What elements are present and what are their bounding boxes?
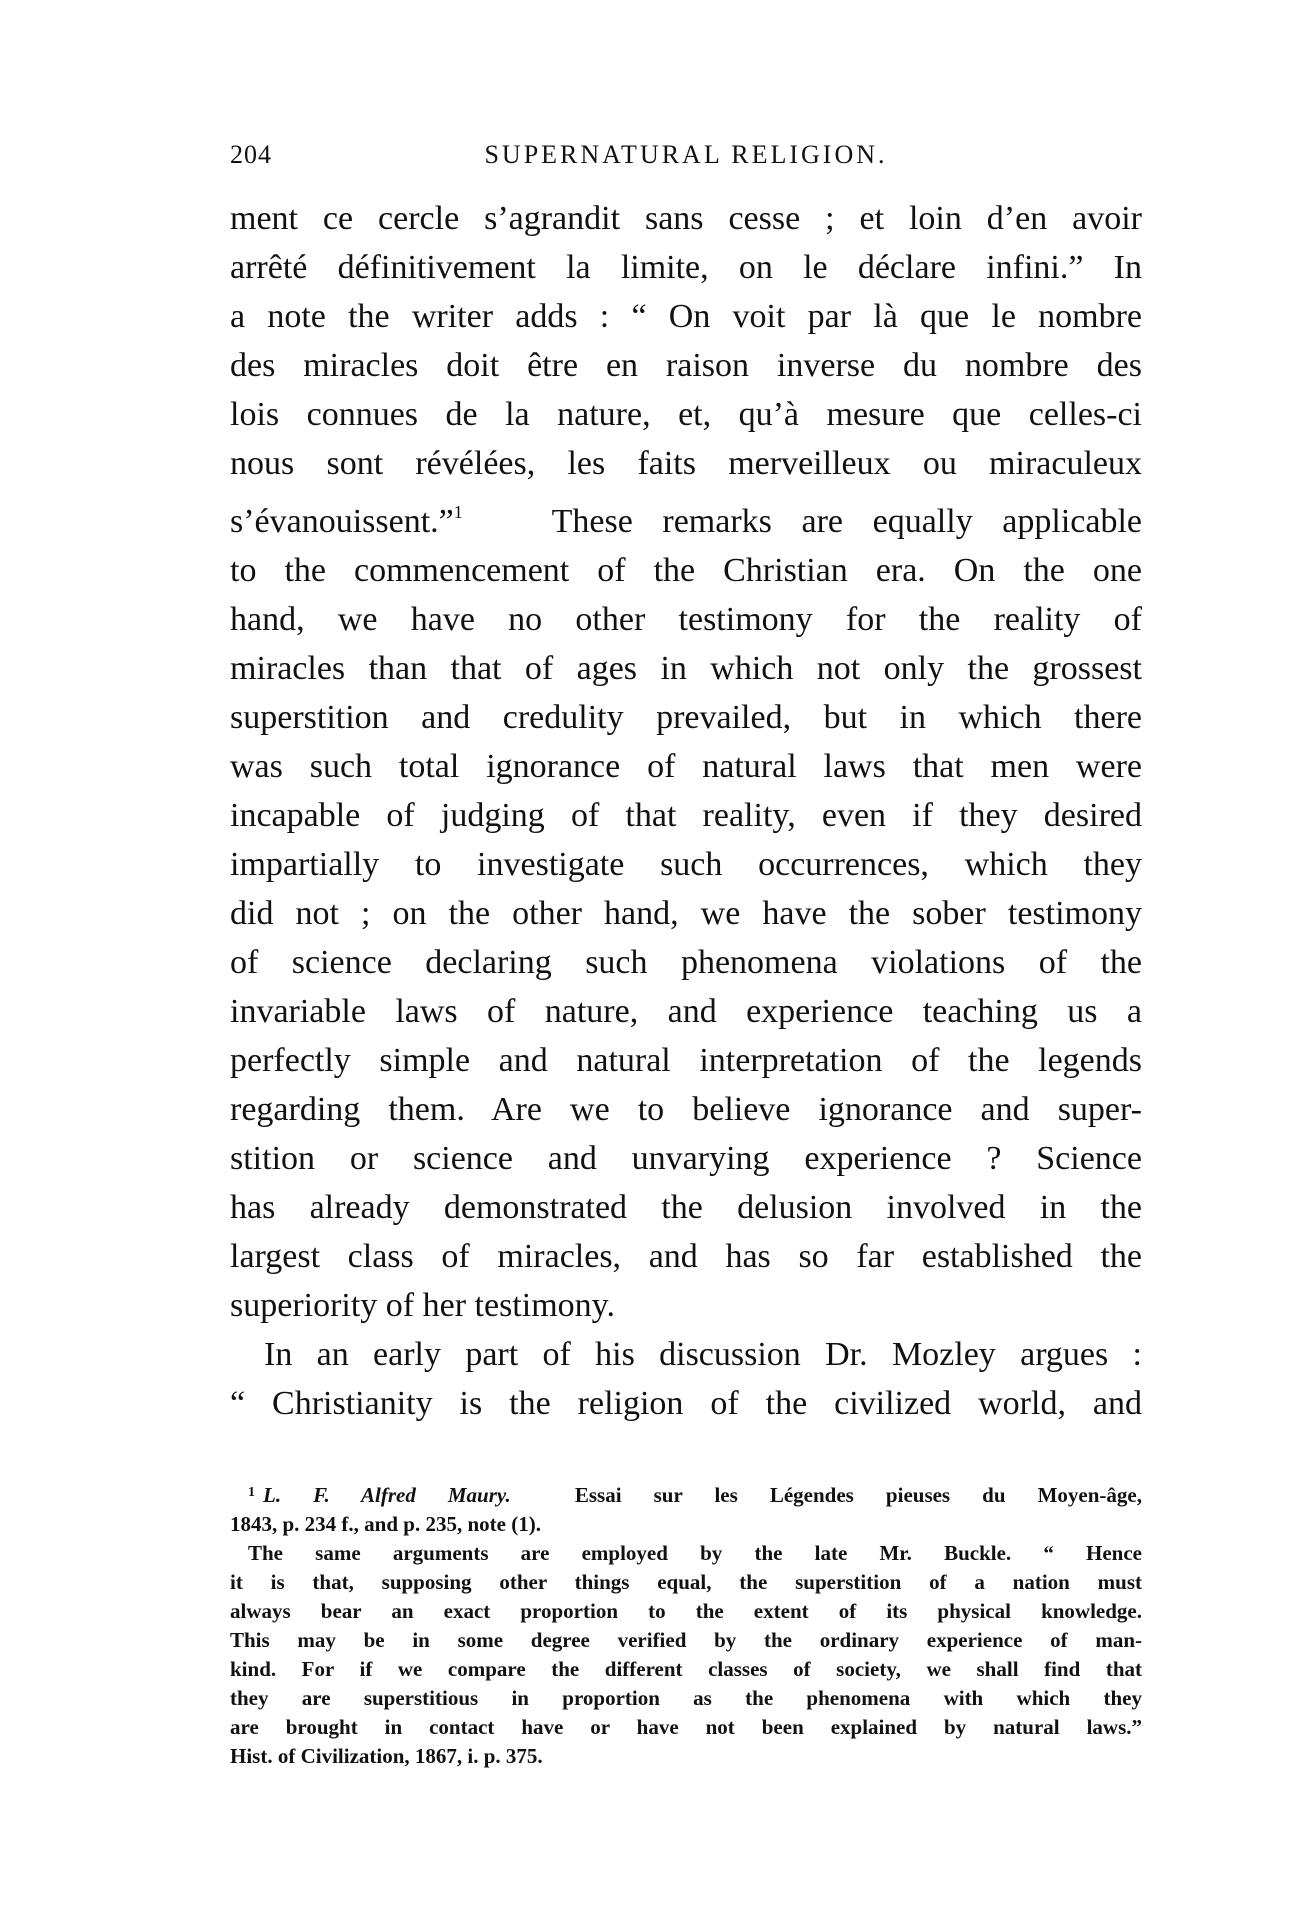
- footnote-citation: Essai sur les Légendes pieuses du Moyen-âge,: [574, 1483, 1142, 1507]
- running-title: SUPERNATURAL RELIGION.: [484, 140, 888, 169]
- footnote-reference: 1: [453, 502, 463, 522]
- text-line: impartially to investigate such occurrences, which they: [230, 846, 1142, 883]
- text-line: has already demonstrated the delusion involved in the: [230, 1189, 1142, 1226]
- paragraph-2: [230, 1330, 1142, 1428]
- text-line: regarding them. Are we to believe ignorance and super-: [230, 1091, 1142, 1128]
- footnotes: [230, 1478, 1142, 1771]
- footnote-2-line: This may be in some degree verified by the ordinary experience of man-: [230, 1628, 1142, 1652]
- text-line: incapable of judging of that reality, even if they desired: [230, 797, 1142, 834]
- footnote-1-line: [230, 1478, 1142, 1510]
- footnote-2-line: Hist. of Civilization, 1867, i. p. 375.: [230, 1744, 543, 1768]
- text-line: to the commencement of the Christian era. On the one: [230, 552, 1142, 589]
- body-text: [230, 194, 1142, 1428]
- text-line: “ Christianity is the religion of the civilized world, and: [230, 1385, 1142, 1422]
- text-line-start: s’évanouissent.”: [230, 503, 454, 540]
- footnote-1-line: 1843, p. 234 f., and p. 235, note (1).: [230, 1512, 541, 1536]
- footnote-mark: 1: [248, 1485, 255, 1500]
- text-line: lois connues de la nature, et, qu’à mesure que celles-ci: [230, 396, 1142, 433]
- footnote-2-line: it is that, supposing other things equal, the superstition of a nation must: [230, 1570, 1142, 1594]
- running-head: [230, 140, 1142, 184]
- text-line: a note the writer adds : “ On voit par là que le nombre: [230, 298, 1142, 335]
- text-line: arrêté définitivement la limite, on le déclare infini.” In: [230, 249, 1142, 286]
- text-line: was such total ignorance of natural laws that men were: [230, 748, 1142, 785]
- text-line-with-footnote-ref: [230, 488, 1142, 546]
- text-line: did not ; on the other hand, we have the sober testimony: [230, 895, 1142, 932]
- page-number: 204: [230, 140, 272, 169]
- footnote-2-line: are brought in contact have or have not been explained by natural laws.”: [230, 1715, 1142, 1739]
- footnote-2-line: always bear an exact proportion to the extent of its physical knowledge.: [230, 1599, 1142, 1623]
- text-line: miracles than that of ages in which not only the grossest: [230, 650, 1142, 687]
- text-line: of science declaring such phenomena violations of the: [230, 944, 1142, 981]
- footnote-2-line: they are superstitious in proportion as the phenomena with which they: [230, 1686, 1142, 1710]
- text-line: largest class of miracles, and has so far established the: [230, 1238, 1142, 1275]
- paragraph-1: [230, 194, 1142, 1330]
- footnote-author: L. F. Alfred Maury.: [263, 1483, 511, 1507]
- text-line: hand, we have no other testimony for the reality of: [230, 601, 1142, 638]
- text-line: superstition and credulity prevailed, but in which there: [230, 699, 1142, 736]
- text-line-continuation: These remarks are equally applicable: [551, 503, 1143, 540]
- text-line: perfectly simple and natural interpretation of the legends: [230, 1042, 1142, 1079]
- text-line: superiority of her testimony.: [230, 1287, 615, 1324]
- text-line: ment ce cercle s’agrandit sans cesse ; et loin d’en avoir: [230, 200, 1142, 237]
- text-line: stition or science and unvarying experience ? Science: [230, 1140, 1142, 1177]
- footnote-2-line: The same arguments are employed by the late Mr. Buckle. “ Hence: [248, 1541, 1142, 1565]
- text-line: nous sont révélées, les faits merveilleux ou miraculeux: [230, 445, 1142, 482]
- text-line: des miracles doit être en raison inverse du nombre des: [230, 347, 1142, 384]
- book-page: [230, 140, 1142, 1771]
- text-line: In an early part of his discussion Dr. Mozley argues :: [264, 1336, 1142, 1373]
- text-line: invariable laws of nature, and experience teaching us a: [230, 993, 1142, 1030]
- footnote-2-line: kind. For if we compare the different classes of society, we shall find that: [230, 1657, 1142, 1681]
